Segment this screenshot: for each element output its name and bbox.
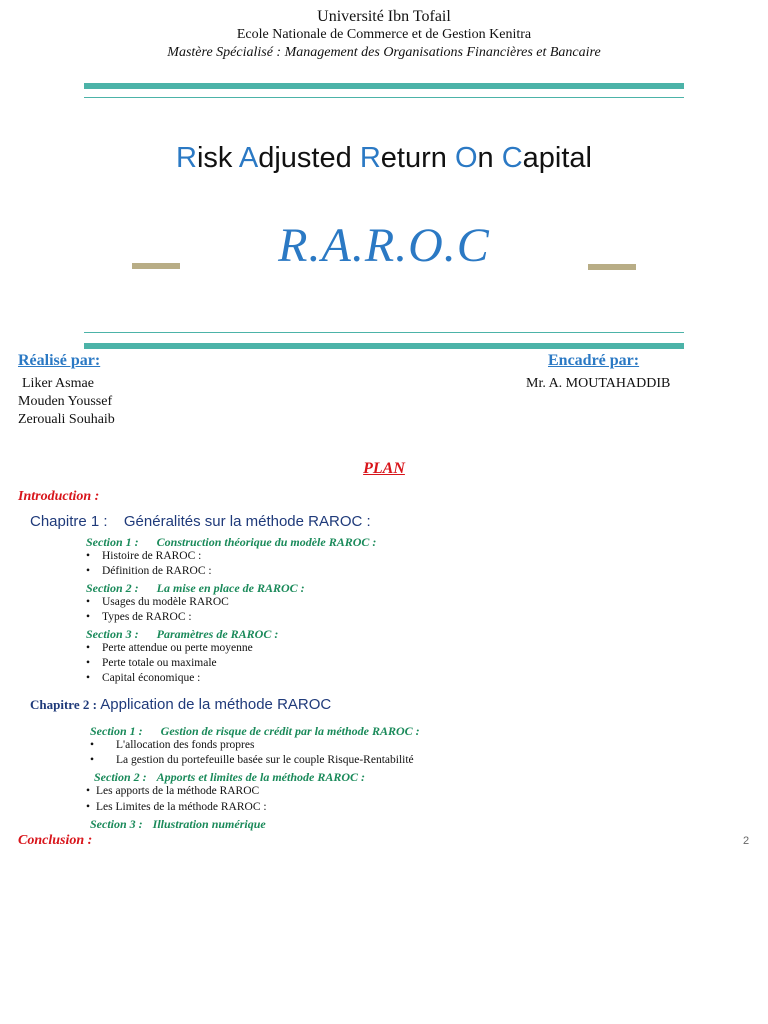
list-item-text: Perte totale ou maximale: [102, 657, 217, 669]
list-item-text: Usages du modèle RAROC: [102, 596, 229, 608]
section-title: Illustration numérique: [152, 817, 266, 831]
list-item-text: Types de RAROC :: [102, 611, 192, 623]
program-name: Mastère Spécialisé : Management des Organisations Financières et Bancaire: [167, 45, 601, 60]
list-item-text: Histoire de RAROC :: [102, 550, 202, 562]
made-by-label: Réalisé par:: [18, 352, 101, 369]
ch2-section-2: [94, 770, 365, 785]
title-word-1: isk: [196, 142, 239, 174]
list-item-text: La gestion du portefeuille basée sur le couple Risque-Rentabilité: [116, 754, 414, 766]
list-item: [86, 785, 259, 797]
list-item: [86, 642, 253, 654]
author-name: Liker Asmae: [22, 376, 94, 391]
list-item: [86, 550, 201, 562]
chapter-1-heading: [30, 513, 371, 530]
list-item: [90, 754, 414, 766]
bullet-icon: •: [86, 642, 91, 654]
bullet-icon: •: [86, 785, 91, 797]
list-item-text: Capital économique :: [102, 672, 201, 684]
list-item: [86, 801, 267, 813]
plan-heading: PLAN: [363, 460, 405, 477]
title-word-4: n: [477, 142, 502, 174]
bottom-thick-rule: [84, 343, 684, 349]
top-thick-rule: [84, 83, 684, 89]
list-item-text: L'allocation des fonds propres: [116, 739, 255, 751]
university-name: Université Ibn Tofail: [317, 8, 451, 25]
title-initial-c: C: [501, 142, 523, 174]
supervisor-name: Mr. A. MOUTAHADDIB: [526, 376, 671, 391]
introduction-heading: Introduction :: [18, 489, 100, 504]
title-initial-r: R: [176, 142, 197, 174]
bullet-icon: •: [86, 672, 91, 684]
chapter-2-heading: [30, 696, 331, 713]
list-item: [86, 657, 217, 669]
title-initial-o: O: [454, 142, 478, 174]
title-initial-a: A: [238, 142, 259, 174]
bullet-icon: •: [86, 565, 91, 577]
title-word-2: djusted: [258, 142, 360, 174]
section-title: Paramètres de RAROC :: [156, 627, 279, 641]
ch2-section-3: [90, 817, 266, 832]
list-item: [90, 739, 254, 751]
chapter-1-title: Généralités sur la méthode RAROC :: [123, 513, 371, 530]
conclusion-heading: Conclusion :: [18, 833, 93, 848]
bullet-icon: •: [86, 657, 91, 669]
chapter-2-label: Chapitre 2 :: [30, 697, 97, 712]
list-item-text: Les apports de la méthode RAROC: [96, 785, 260, 797]
author-name: Mouden Youssef: [18, 394, 113, 409]
right-dash-decoration: [588, 264, 636, 270]
author-name: Zerouali Souhaib: [18, 412, 115, 427]
bullet-icon: •: [86, 596, 91, 608]
title-initial-r2: R: [359, 142, 381, 174]
section-title: La mise en place de RAROC :: [156, 581, 305, 595]
document-title: [0, 142, 768, 175]
ch2-section-1: [90, 724, 420, 739]
top-thin-rule: [84, 97, 684, 98]
list-item: [86, 596, 229, 608]
title-word-5: apital: [522, 142, 592, 174]
chapter-1-label: Chapitre 1 :: [30, 513, 108, 530]
bottom-thin-rule: [84, 332, 684, 333]
list-item: [86, 611, 192, 623]
bullet-icon: •: [86, 550, 91, 562]
title-word-3: eturn: [380, 142, 455, 174]
ch1-section-1: [86, 535, 376, 550]
bullet-icon: •: [90, 754, 95, 766]
section-title: Construction théorique du modèle RAROC :: [156, 535, 377, 549]
section-label: Section 3 :: [90, 817, 143, 831]
list-item-text: Les Limites de la méthode RAROC :: [96, 801, 267, 813]
ch1-section-2: [86, 581, 305, 596]
section-label: Section 1 :: [90, 724, 143, 738]
section-label: Section 1 :: [86, 535, 139, 549]
section-label: Section 2 :: [94, 770, 147, 784]
section-title: Gestion de risque de crédit par la méthode RAROC :: [160, 724, 420, 738]
school-name: Ecole Nationale de Commerce et de Gestion Kenitra: [236, 27, 532, 42]
acronym-title: R.A.R.O.C: [278, 219, 490, 272]
list-item: [86, 672, 200, 684]
list-item: [86, 565, 212, 577]
list-item-text: Définition de RAROC :: [102, 565, 212, 577]
section-label: Section 2 :: [86, 581, 139, 595]
supervised-by-label: Encadré par:: [548, 352, 640, 369]
page-number: 2: [743, 835, 750, 847]
bullet-icon: •: [90, 739, 95, 751]
section-label: Section 3 :: [86, 627, 139, 641]
bullet-icon: •: [86, 801, 91, 813]
list-item-text: Perte attendue ou perte moyenne: [102, 642, 253, 654]
bullet-icon: •: [86, 611, 91, 623]
ch1-section-3: [86, 627, 278, 642]
chapter-2-title: Application de la méthode RAROC: [100, 696, 332, 713]
section-title: Apports et limites de la méthode RAROC :: [156, 770, 366, 784]
